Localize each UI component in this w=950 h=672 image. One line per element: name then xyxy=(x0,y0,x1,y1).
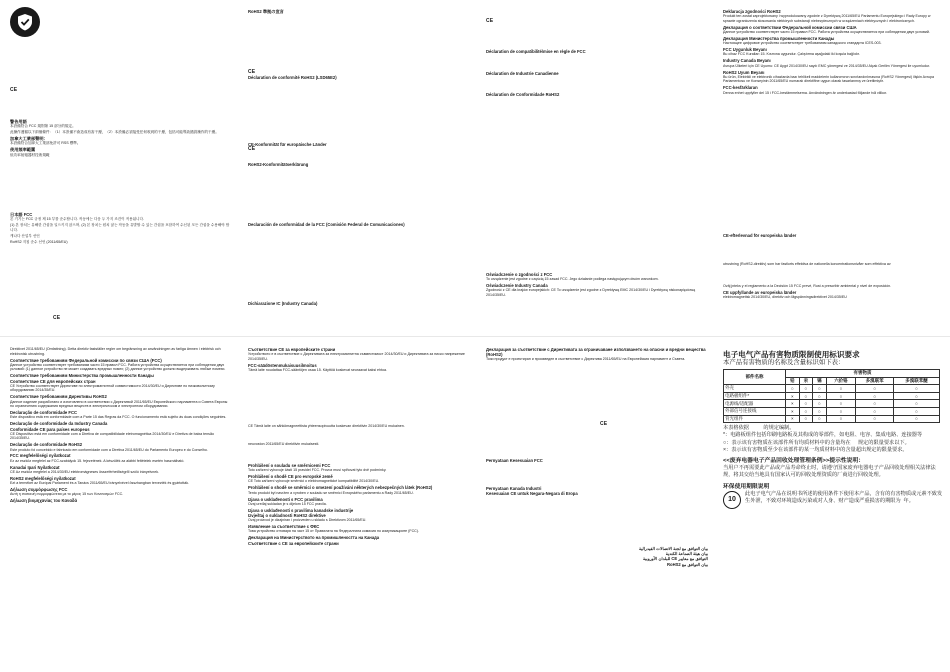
page-3-fcc-title: Déclaration de compatibilité/mise en règle de FCC xyxy=(486,49,586,54)
page-4-fcc-tr: FCC Uygunluk Beyanı xyxy=(723,47,767,53)
table-col-pbb: 多溴联苯 xyxy=(856,377,894,385)
page-6-content: Съответствие CE за европейските страни Устройството е в съответствие с Директивата за електромагнитна съвместимост 2014/30/EU и Директивата за ниско напрежение 2014/35/EU. FCC-säädöstenmukaisuusilmoitus Tämä laite noudattaa FCC-sääntöjen osaa 15. Käyttöä koskevat seuraavat kaksi ehtoa. xyxy=(248,347,470,374)
page-2-rohs-block xyxy=(248,162,468,167)
page-1-section-2-line-3: 캐나다 산업부 선언 xyxy=(10,233,40,238)
page-4-rohs-line: elektromagnetisk 2014/30/EU, direktiv och lågspänningsdirektivet 2014/35/EU xyxy=(723,295,847,300)
page-6-mid: CE Tämä laite on sähkömagneettista yhteensopivuutta koskevan direktiivin 2014/30/EU mukainen. xyxy=(248,424,405,428)
page-3-ic-title: Déclaration de Industrie Canadienne xyxy=(486,71,559,76)
page-2-ic-title: Dichiarazione IC (Industry Canada) xyxy=(248,301,318,306)
page-4-title: Deklaracja zgodności RoHS2 xyxy=(723,9,781,14)
page-3-pl-line: To urządzenie jest zgodne z częścią 15 zasad FCC. Jego działanie podlega następującym dwóm warunkom. xyxy=(486,277,659,282)
page-5-content: Direktivet 2011/65/EU (Omfattning). Detta direktiv fastställer regler om begränsning av användningen av farliga ämnen i elektrisk och elektronisk utrustning. Соответствие требованиям Федеральной комиссии по связи США (FCC) Данное устройство соответствует требованиям части 15 правил FCC. Работа устройства осуществляется при соблюдении двух условий: (1) данное устройство не может создавать вредных помех; (2) данное устройство должно выдерживать любые помехи. Соответствие требованиям Министерства промышленности Канады Соответствие CE для европейских стран CE Устройство соответствует Директиве по электромагнитной совместимости 2014/30/EU и Директиве по низковольтному оборудованию 2014/35/EU. Соответствие требованиям Директивы RoHS2 Данное изделие разработано и изготовлено в соответствии с Директивой 2011/65/EU Европейского парламента и Совета Европы по ограничению содержания вредных веществ в электрическом и электронном оборудовании. Declaração de conformidade FCC Este dispositivo está em conformidade com a Parte 15 das Regras da FCC. O funcionamento está sujeito às duas condições seguintes. Declaração de conformidade da Industry Canada Conformidade CE para países europeus CE Dispositivo está em conformidade com a Diretiva de compatibilidade eletromagnética 2014/30/EU e Diretiva de baixa tensão 2014/35/EU. Declaração de conformidade RoHS2 Este produto foi concebido e fabricado em conformidade com a Diretiva 2011/65/EU do Parlamento Europeu e do Conselho. FCC megfelelőségi nyilatkozat Ez az eszköz megfelel az FCC-szabályok 15. fejezetének. A készülék az alábbi feltételek esetén használható. Kanadai Ipari Nyilatkozat CE Az eszköz megfelel a 2014/30/EU elektromágneses összeférhetőségről szóló irányelvnek. RoHS2 megfelelőségi nyilatkozat Ezt a terméket az Európai Parlament és a Tanács 2011/65/EU irányelvével összhangban tervezték és gyártották. Δήλωση συμμόρφωσης FCC Αυτή η συσκευή συμμορφώνεται με το μέρος 15 των Κανονισμών FCC. Δήλωση βιομηχανίας του Καναδά xyxy=(10,347,232,503)
table-notes: 本表格依据 的规定编制。 *：电路板组件包括印刷电路板及其构成的零部件，如电阻、电容、集成电路、连接器等 ○：表示该有害物质在该部件所有均质材料中的含量均在 规定的限量要求以下。 ×：表示该有害物质至少在该部件的某一均质材料中的含量超出规定的限量要求。 xyxy=(723,425,943,454)
page-3-ce-mark: CE xyxy=(486,18,494,24)
page-2-ic-block xyxy=(248,301,468,306)
page-4-lower-2: Oväj jnteks y el reglamento a la Decisión 15 FCC prevé, Rust a prescribir ambiental y nivel de exposición. CE uppfyllande av europeiska länder elektromagnetisk 2014/30/EU, direktiv och lågspänningsdirektivet 2014/35/EU xyxy=(723,284,941,301)
page-5-h6: Declaração de conformidade da Industry Canada xyxy=(10,421,108,427)
page-3-pl-block xyxy=(486,272,706,299)
table-row: 电源线/适配器 × ○ ○ ○ ○ ○ xyxy=(724,400,940,408)
page-5-h1: Соответствие требованиям Федеральной комиссии по связи США (FCC) xyxy=(10,357,162,363)
page-1-line-3: 加拿大工業部聲明： xyxy=(10,136,48,142)
page-5-h5: Declaração de conformidade FCC xyxy=(10,410,78,416)
page-4-fcc-sv: FCC-kesfärklaran xyxy=(723,85,758,91)
page-row-divider xyxy=(0,336,950,337)
note-2: ○：表示该有害物质在该部件所有均质材料中的含量均在 规定的限量要求以下。 xyxy=(723,439,910,446)
hazardous-substance-table xyxy=(723,369,940,423)
page-1-line-1: 本設備符合 FCC 規則第 15 部分的規定。 xyxy=(10,124,76,129)
page-7-ar1: بيان التوافق مع لجنة الاتصالات الفيدرالية xyxy=(638,546,708,551)
table-row: 电路板组件* × ○ ○ ○ ○ ○ xyxy=(724,392,940,400)
page-2-title: RoHS2 準拠の宣言 xyxy=(248,9,284,14)
page-6-h7: Izjava o usklađenosti s pravilima kanadske industrije xyxy=(248,507,354,513)
table-col-chromium: 六价铬 xyxy=(826,377,856,385)
page-7-ar3: التوافق مع معايير CE للبلدان الأوروبية xyxy=(643,556,708,562)
page-6-h10: Декларация на Министерството на промишлеността на Канада xyxy=(248,535,380,541)
page-2-rohs-konform: RoHS2-Konformitätserklärung xyxy=(248,162,309,167)
table-col-pbde: 多溴联苯醚 xyxy=(894,377,940,385)
page-1-ce-mark: CE xyxy=(10,87,18,93)
page-1-section-2-line-2: (1) 본 장치는 유해한 간섭을 일으키지 않으며, (2) 본 장치는 원치 않는 작동을 유발할 수 있는 간섭을 포함하여 수신된 모든 간섭을 수용해야 합니다. xyxy=(10,223,230,232)
page-1-section-2-line-1: 본 기기는 FCC 규정 제 15 부를 준수합니다. 작동에는 다음 두 가지 조건이 적용됩니다. xyxy=(10,217,144,222)
eco-period-badge: 10 xyxy=(723,491,741,509)
table-header-group: 有害物质 xyxy=(786,370,940,378)
recycling-title: <<废弃电器电子产品回收处理管理条例>>提示性说明： xyxy=(723,457,865,464)
page-3-pl-rohs: Zgodność z CE dla krajów europejskich: CE To urządzenie jest zgodne z Dyrektywą EMC 2014/30/EU i Dyrektywą niskonapięciową 2014/35/EU. xyxy=(486,288,696,297)
page-1-line-2: 此操作遵循以下兩個條件：（1）本設備不會造成有害干擾，（2）本設備必須接受任何收到的干擾，包括可能導致錯誤操作的干擾。 xyxy=(10,130,219,135)
page-2-eu-block: CE-Konformität für europäische Länder CE xyxy=(248,142,468,152)
page-3-ic-block xyxy=(486,71,706,76)
page-6-h2: FCC-säädöstenmukaisuusilmoitus xyxy=(248,362,317,368)
page-6-h6: Izjava o usklađenosti s FCC pravilima xyxy=(248,496,323,502)
page-7-h2: Pernyataan Kesesuaian FCC xyxy=(486,458,543,463)
page-1-heading: 警告用語 xyxy=(10,119,27,124)
recycling-text: 当用户不再需要此产品或产品寿命终止时，请遵守国家废弃电器电子产品回收处理相关法律法规，将其交给当地具有国家认可的回收处理资质的厂商进行回收处理。 xyxy=(723,465,936,479)
page-6-mid-2: neuvoston 2011/65/EU direktiivin mukaisesti. xyxy=(248,442,320,446)
page-7-ce-mark: CE xyxy=(600,421,608,427)
page-6-h1: Съответствие CE за европейските страни xyxy=(248,347,336,352)
page-7-ar2: بيان هيئة الصناعة الكندية xyxy=(665,551,708,557)
page-7-h3: Pernyataan Kanada Industri xyxy=(486,486,542,491)
page-4-rohs-sv: CE uppfyllande av europeiska länder xyxy=(723,289,797,295)
page-2-rohs-title: Déclaration de conformité RoHS2 (LSD65E2) xyxy=(248,74,337,80)
page-3-pl-title: Oświadczenie o zgodności z FCC xyxy=(486,272,553,277)
page-5-h3: Соответствие CE для европейских стран xyxy=(10,378,96,384)
page-7-id-block-2 xyxy=(486,486,708,496)
page-5-h9: FCC megfelelőségi nyilatkozat xyxy=(10,453,71,459)
page-4-content: Deklaracja zgodności RoHS2 Produkt ten został zaprojektowany i wyprodukowany zgodnie z Dyrektywą 2011/65/EU Parlamentu Europejskiego i Rady Europy w sprawie ograniczenia stosowania niektórych substancji niebezpiecznych w urządzeniach elektrycznych i elektronicznych. Декларация о соответствии Федеральной комиссии связи США Данное устройство соответствует части 15 правил FCC. Работа устройства осуществляется при соблюдении двух условий. Декларация Министерства промышленности Канады Настоящее цифровое устройство соответствует требованиям канадского стандарта ICES-003. FCC Uygunluk Beyanı Bu cihaz FCC Kuralları 15. Kısmına uygundur. Çalıştırma aşağıdaki iki koşula bağlıdır. Industry Canada Beyanı Avrupa Ülkeleri için CE Uyumu: CE Aygıt 2014/30/EU sayılı EMC yönergesi ve 2014/35/EU Alçak Gerilim Yönergesi ile uyumludur. RoHS2 Uyum Beyanı Bu ürün, Elektrikli ve elektronik cihazlarda bazı tehlikeli maddelerin kullanımının sınırlandırılmasına (RoHS2 Yönergesi) ilişkin Avrupa Parlamentosu ve Konseyinin 2011/65/EU numaralı direktifine uygun olarak tasarlanmış ve üretilmiştir. FCC-kesfärklaran Denna enhet uppfyller del 15 i FCC-bestämmelserna. Användningen är underkastad följande två villkor. xyxy=(723,9,941,97)
page-5-h7: Conformidade CE para países europeus xyxy=(10,426,90,432)
eco-title: 环保使用期限说明 xyxy=(723,483,770,490)
page-1-line-4: 本設備符合加拿大工業部免許可 RSS 標準。 xyxy=(10,141,81,146)
page-4-rohs-tr: RoHS2 Uyum Beyanı xyxy=(723,69,765,75)
page-1-section-2-line-4: RoHS2 지침 준수 선언 (2011/65/EU) xyxy=(10,239,68,244)
page-1-ce-mark-2: CE xyxy=(53,315,61,321)
page-7-h4: Kesesuaian CE untuk Negara-Negara di Eropa xyxy=(486,491,578,497)
page-7-id-block xyxy=(486,458,708,463)
page-4-ic-tr: Industry Canada Beyanı xyxy=(723,58,771,64)
page-3-fcc-block xyxy=(486,49,706,54)
page-5-h11: RoHS2 megfelelőségi nyilatkozat xyxy=(10,475,76,481)
page-6-h11: Съответствие с CE за европейските страни xyxy=(248,540,339,546)
page-4-fcc-ru: Декларация о соответствии Федеральной комиссии связи США xyxy=(723,24,857,30)
page-8-content xyxy=(723,350,943,509)
page-7-content: Декларация за съответствие с Директивата за ограничаване използването на опасни и вредни вещества (RoHS2) Този продукт е проектиран и произведен в съответствие с Директива 2011/65/EU на Европейския парламент и Съвета. xyxy=(486,347,708,363)
page-4-eu-sv: CE-efterlevnad för europeiska länder xyxy=(723,233,797,238)
page-6-h4: Prohlášení o shodě CE pro evropské země xyxy=(248,474,333,480)
note-1: *：电路板组件包括印刷电路板及其构成的零部件，如电阻、电容、集成电路、连接器等 xyxy=(723,432,923,439)
page-4-ic-ru: Декларация Министерства промышленности Канады xyxy=(723,35,835,41)
page-8-title: 电子电气产品有害物质限制使用标识要求 xyxy=(723,350,860,359)
page-2-rohs-decl: CE Déclaration de conformité RoHS2 (LSD65E2) xyxy=(248,70,468,80)
page-6-lower: Prohlášení o souladu se směrnicemi FCC Toto zařízení vyhovuje části 15 pravidel FCC. Provoz musí splňovat tyto dvě podmínky. Prohlášení o shodě CE pro evropské země CE Toto zařízení vyhovuje směrnici o elektromagnetické kompatibilitě 2014/30/EU. Prohlášení o shodě se směrnicí o omezení používání některých nebezpečných látek (RoHS2) Tento produkt byl navržen a vyroben v souladu se směrnicí Evropského parlamentu a Rady 2011/65/EU. Izjava o usklađenosti s FCC pravilima Ovaj uređaj sukladan je s dijelom 15 FCC pravila. Izjava o usklađenosti s pravilima kanadske industrije Izvještaj o sukladnosti RoHS2 direktive Ovaj proizvod je dizajniran i proizveden u skladu s Direktivom 2011/65/EU. Изявление за съответствие с ФКС Това устройство отговаря на част 15 от Правилата на Федералната комисия по комуникациите (FCC). Декларация на Министерството на промишлеността на Канада Съответствие с CE за европейските страни xyxy=(248,463,470,546)
eco-period-section xyxy=(723,484,943,509)
page-7-ar4: بيان التوافق مع RoHS2 xyxy=(666,561,708,567)
note-3: ×：表示该有害物质至少在该部件的某一均质材料中的含量超出规定的限量要求。 xyxy=(723,446,908,453)
shield-check-icon xyxy=(10,7,40,37)
page-1-line-5: 使用頻率範圍 xyxy=(10,147,36,153)
page-1-line-6: 低功率射頻器材技術規範 xyxy=(10,152,50,157)
page-6-h8: Izvještaj o sukladnosti RoHS2 direktive xyxy=(248,512,326,518)
page-1-content xyxy=(10,119,230,159)
page-2-fcc-title: Declaración de conformidad de la FCC (Comisión Federal de Comunicaciones) xyxy=(248,222,405,227)
page-6-h3: Prohlášení o souladu se směrnicemi FCC xyxy=(248,463,331,468)
page-2-fcc-block xyxy=(248,222,468,227)
page-5-h13: Δήλωση βιομηχανίας του Καναδά xyxy=(10,498,78,504)
page-5-h2: Соответствие требованиям Министерства промышленности Канады xyxy=(10,373,154,379)
page-5-h8: Declaração de conformidade RoHS2 xyxy=(10,442,83,448)
page-5-h10: Kanadai Ipari Nyilatkozat xyxy=(10,464,60,470)
recycling-section xyxy=(723,458,943,480)
table-col-mercury: 汞 xyxy=(799,377,813,385)
table-header-part: 部件名称 xyxy=(724,370,786,385)
eco-text: 此电子电气产品在说明书所述的使用条件下使用本产品，含有的有害物质或元素不致发生外泄，不致对环境造成污染或对人身、财产造成严重损害的期限为 年。 xyxy=(745,490,943,504)
page-5-h12: Δήλωση συμμόρφωσης FCC xyxy=(10,487,68,493)
page-4-eu-block xyxy=(723,233,941,238)
page-3-rohs-block xyxy=(486,92,706,97)
page-6-h5: Prohlášení o shodě se směrnicí o omezení používání některých nebezpečných látek (RoHS2) xyxy=(248,485,433,491)
table-row: 外部信号连接线 × ○ ○ ○ ○ ○ xyxy=(724,407,940,415)
page-7-arabic xyxy=(486,546,708,567)
page-2-eu-title: CE-Konformität für europäische Länder xyxy=(248,142,327,147)
page-5-h4: Соответствие требованиям Директивы RoHS2 xyxy=(10,394,107,400)
brand-logo xyxy=(10,7,40,37)
table-col-lead: 铅 xyxy=(786,377,800,385)
page-7-h1: Декларация за съответствие с Директивата за ограничаване използването на опасни и вредни вещества (RoHS2) xyxy=(486,347,706,358)
page-6-h9: Изявление за съответствие с ФКС xyxy=(248,524,320,530)
table-col-cadmium: 镉 xyxy=(813,377,827,385)
page-3-pl-ic: Oświadczenie Industry Canada xyxy=(486,283,548,289)
page-1-section-2 xyxy=(10,212,230,246)
page-3-rohs-title: Déclaration de Conformidade RoHS2 xyxy=(486,92,560,97)
table-row: 背光组件 × ○ ○ ○ ○ ○ xyxy=(724,415,940,423)
table-row: 外壳 ○ ○ ○ ○ ○ ○ xyxy=(724,385,940,393)
page-5-intro: Direktivet 2011/65/EU (Omfattning). Detta direktiv fastställer regler om begränsning av användningen av farliga ämnen i elektrisk och elektronisk utrustning. xyxy=(10,347,221,356)
page-2-content xyxy=(248,9,468,14)
page-8-subtitle: 本产品有害物质的名称及含量标识如下表： xyxy=(723,359,845,366)
page-1-section-2-heading: 日本語 FCC xyxy=(10,212,33,217)
page-4-lower: utrustning (RoHS2-direktiv) som har fastlorts effektiva de nationella koncentrationsnivåer som effektiva av xyxy=(723,262,891,266)
